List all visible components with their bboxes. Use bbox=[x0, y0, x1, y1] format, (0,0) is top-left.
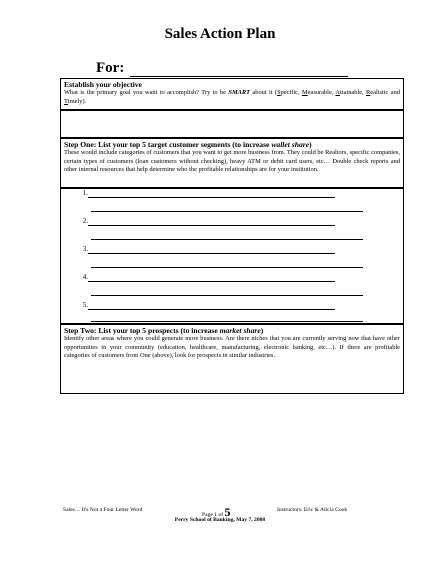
for-blank-line[interactable] bbox=[130, 62, 348, 77]
footer-course-title: Sales… It's Not a Four Letter Word bbox=[63, 507, 143, 513]
answer-line[interactable] bbox=[91, 239, 363, 240]
list-item: 1. bbox=[82, 189, 88, 197]
for-label: For: bbox=[96, 60, 125, 76]
list-item: 3. bbox=[82, 245, 88, 253]
answer-line[interactable] bbox=[88, 253, 335, 254]
footer-school: Perry School of Banking, May 7, 2008 bbox=[174, 517, 266, 523]
step-one-heading: Step One: List your top 5 target customer segments (to increase wallet share) bbox=[64, 140, 312, 149]
for-field bbox=[96, 60, 348, 77]
answer-line[interactable] bbox=[91, 211, 363, 212]
list-item: 4. bbox=[82, 273, 88, 281]
answer-line[interactable] bbox=[88, 225, 335, 226]
page-number: Page 1 of 5 bbox=[202, 505, 231, 519]
step-two-section bbox=[60, 324, 404, 394]
answer-line[interactable] bbox=[88, 309, 335, 310]
footer-instructors: Instructors: Eric & Alicia Cook bbox=[277, 507, 348, 513]
answer-line[interactable] bbox=[91, 321, 363, 322]
answer-line[interactable] bbox=[91, 295, 363, 296]
objective-heading: Establish your objective bbox=[64, 80, 142, 89]
step-one-text: These would include categories of customers that you want to get more business from. They could be Realtors, specific companies, certain types of customers (loan customers without checking), heavy ATM or debit card users, etc… Double check reports and other internal resources that help determine who the profitable relationships are for your institution. bbox=[64, 149, 400, 174]
segments-list bbox=[60, 188, 404, 324]
answer-line[interactable] bbox=[88, 281, 335, 282]
list-item: 2. bbox=[82, 217, 88, 225]
step-two-text: Identify other areas where you could generate more business. Are there niches that you are currently serving now that have other opportunities in your community (education, healthcare, manufacturing, electronic banking, etc…). If there are profitable categories of customers from One (above), look for prospects in similar industries. bbox=[64, 335, 400, 360]
objective-answer-box[interactable] bbox=[60, 110, 404, 138]
answer-line[interactable] bbox=[91, 267, 363, 268]
smart-word: SMART bbox=[228, 89, 251, 97]
objective-text: What is the primary goal you want to accomplish? Try to be SMART about it (Specific, Measurable, Attainable, Realistic and Timely). bbox=[64, 89, 400, 105]
step-two-heading: Step Two: List your top 5 prospects (to increase market share) bbox=[64, 326, 264, 335]
answer-line[interactable] bbox=[88, 197, 335, 198]
document-title: Sales Action Plan bbox=[164, 26, 276, 42]
list-item: 5. bbox=[82, 301, 88, 309]
step-one-section bbox=[60, 138, 404, 188]
objective-section bbox=[60, 78, 404, 110]
